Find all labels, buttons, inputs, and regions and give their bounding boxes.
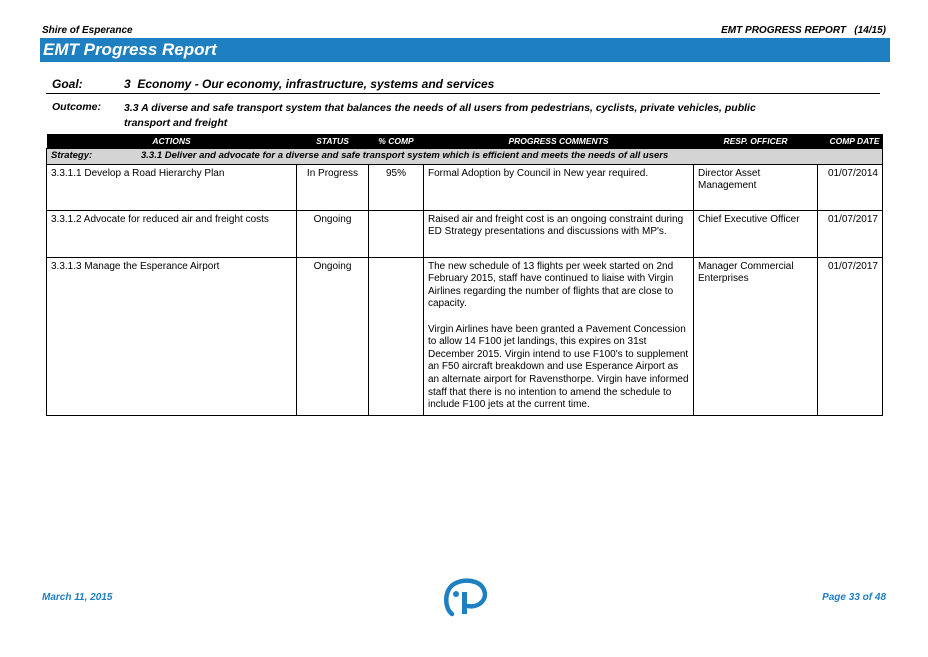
- comment-paragraph: Formal Adoption by Council in New year required.: [428, 167, 649, 179]
- header-status: STATUS: [297, 134, 369, 149]
- officer-cell: Director Asset Management: [694, 164, 818, 210]
- header-actions: ACTIONS: [47, 134, 297, 149]
- comments-cell: [424, 210, 694, 257]
- table-row: [47, 164, 883, 210]
- title-bar: [40, 38, 890, 62]
- table-row: [47, 210, 883, 257]
- header-officer: RESP. OFFICER: [694, 134, 818, 149]
- shire-logo-icon: [442, 578, 488, 620]
- date-cell: 01/07/2017: [818, 257, 883, 415]
- progress-table: [46, 134, 883, 416]
- comp-cell: 95%: [369, 164, 424, 210]
- date-cell: 01/07/2014: [818, 164, 883, 210]
- organisation-name: Shire of Esperance: [42, 25, 133, 36]
- table-row: [47, 257, 883, 415]
- footer-page-number: Page 33 of 48: [822, 592, 886, 603]
- status-cell: In Progress: [297, 164, 369, 210]
- action-cell: 3.3.1.3 Manage the Esperance Airport: [47, 257, 297, 415]
- comment-paragraph: Raised air and freight cost is an ongoing constraint during ED Strategy presentations and discussions with MP's.: [428, 213, 684, 238]
- strategy-cell: [47, 149, 883, 165]
- comp-cell: [369, 257, 424, 415]
- strategy-label: Strategy:: [51, 150, 93, 161]
- header-comp: % COMP: [369, 134, 424, 149]
- date-cell: 01/07/2017: [818, 210, 883, 257]
- report-label: EMT PROGRESS REPORT (14/15): [721, 25, 886, 36]
- footer-date: March 11, 2015: [42, 592, 113, 603]
- strategy-text: 3.3.1 Deliver and advocate for a diverse and safe transport system which is efficient and meets the needs of all users: [141, 150, 669, 161]
- header-comments: PROGRESS COMMENTS: [424, 134, 694, 149]
- comments-cell: [424, 164, 694, 210]
- goal-divider: [46, 93, 880, 94]
- outcome-text: 3.3 A diverse and safe transport system that balances the needs of all users from pedestrians, cyclists, private vehicles, public transport and freight: [124, 102, 756, 129]
- comment-paragraph: Virgin Airlines have been granted a Pavement Concession to allow 14 F100 jet landings, this expires on 31st December 2015. Virgin intend to use F100's to supplement an F50 aircraft breakdown and use Esperance Airport as an alternate airport for Ravensthorpe. Virgin have informed staff that there is no intention to amend the schedule to include F100 jets at the current time.: [428, 323, 689, 411]
- header-date: COMP DATE: [818, 134, 883, 149]
- comp-cell: [369, 210, 424, 257]
- status-cell: Ongoing: [297, 257, 369, 415]
- action-cell: 3.3.1.2 Advocate for reduced air and freight costs: [47, 210, 297, 257]
- strategy-row: [47, 149, 883, 165]
- table-header-row: [47, 134, 883, 149]
- comment-paragraph: The new schedule of 13 flights per week started on 2nd February 2015, staff have continued to liaise with Virgin Airlines regarding the number of flights that are close to capacity.: [428, 260, 674, 310]
- officer-cell: Manager Commercial Enterprises: [694, 257, 818, 415]
- officer-cell: Chief Executive Officer: [694, 210, 818, 257]
- goal-label: Goal:: [52, 77, 83, 91]
- outcome-label: Outcome:: [52, 101, 102, 113]
- action-cell: 3.3.1.1 Develop a Road Hierarchy Plan: [47, 164, 297, 210]
- goal-text: 3 Economy - Our economy, infrastructure, systems and services: [124, 77, 495, 91]
- status-cell: Ongoing: [297, 210, 369, 257]
- comments-cell: [424, 257, 694, 415]
- report-title: EMT Progress Report: [43, 40, 217, 59]
